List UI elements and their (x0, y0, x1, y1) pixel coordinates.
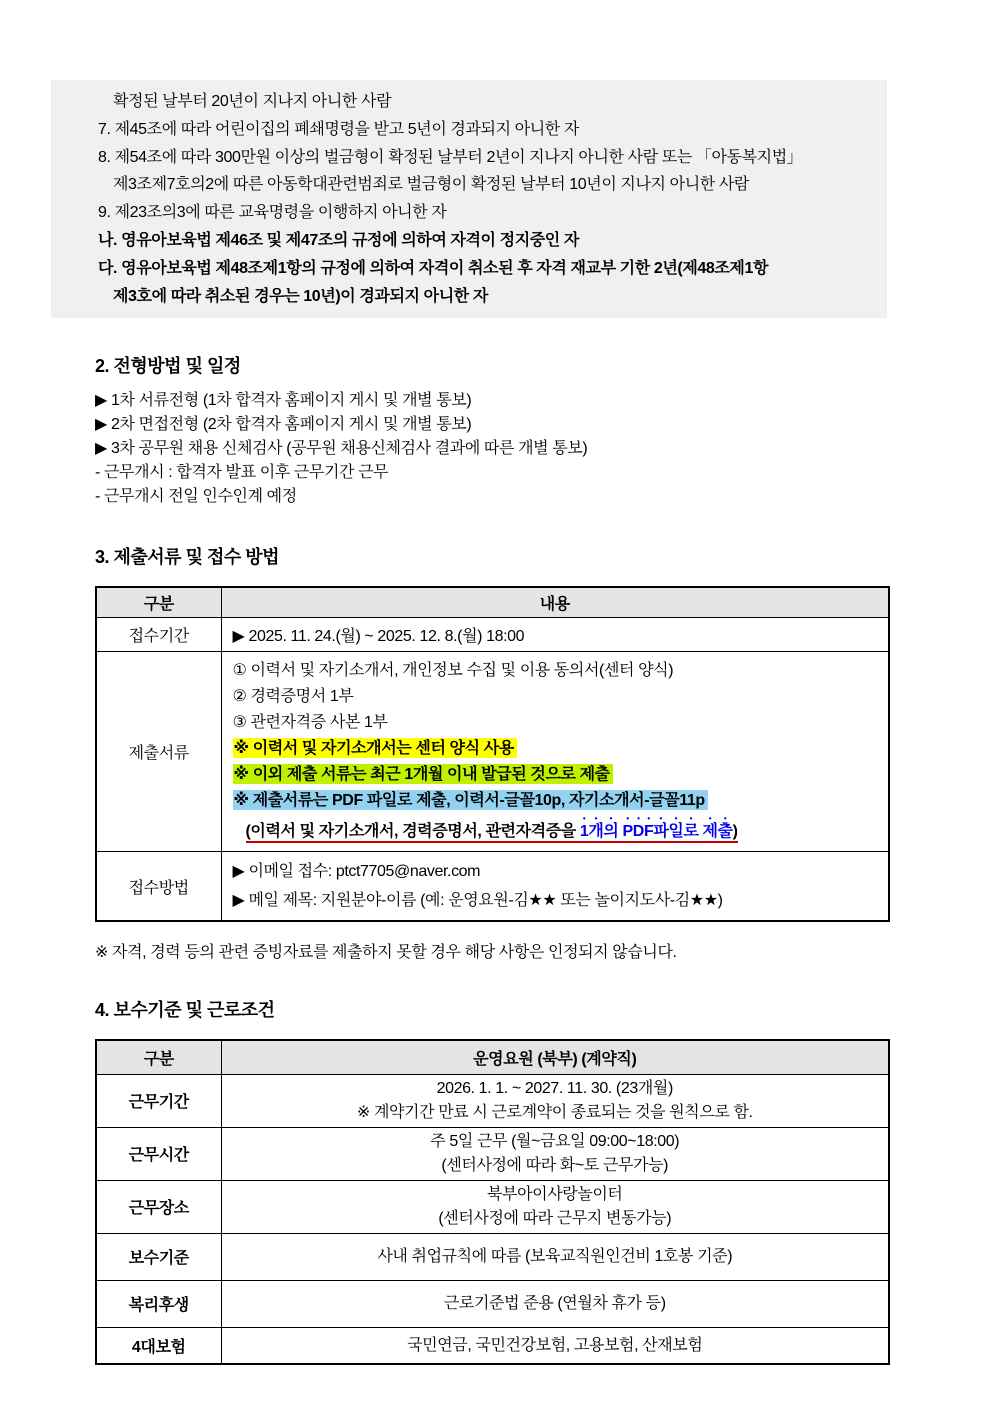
email-submission-line: ▶ 이메일 접수: ptct7705@naver.com (232, 863, 481, 881)
row-label: 근무기간 (96, 1074, 221, 1127)
col-header-category: 구분 (96, 1040, 221, 1074)
welfare-cell (221, 1280, 889, 1327)
blue-highlight-note: ※ 제출서류는 PDF 파일로 제출, 이력서-글꼴10p, 자기소개서-글꼴11p (233, 790, 708, 810)
handover-note: - 근무개시 전일 인수인계 예정 (95, 488, 297, 506)
selection-step-item: ▶ 1차 서류전형 (1차 합격자 홈페이지 게시 및 개별 통보) (95, 392, 472, 410)
submission-table (95, 586, 890, 922)
selection-step-item: ▶ 2차 면접전형 (2차 합격자 홈페이지 게시 및 개별 통보) (95, 416, 472, 434)
notice-line: 나. 영유아보육법 제46조 및 제47조의 규정에 의하여 자격이 정지중인 자 (98, 231, 579, 249)
disqualification-notice-block (51, 80, 887, 318)
selection-schedule-list (95, 389, 992, 509)
selection-step-item: ▶ 3차 공무원 채용 신체검사 (공무원 채용신체검사 결과에 따른 개별 통보) (95, 440, 588, 458)
notice-line: 확정된 날부터 20년이 지나지 아니한 사람 (113, 93, 392, 110)
cell-line: 2026. 1. 1. ~ 2027. 11. 30. (23개월) (436, 1079, 673, 1097)
insurance-cell (221, 1327, 889, 1364)
table-row-period (96, 617, 889, 651)
yellow-highlight-note: ※ 이력서 및 자기소개서는 센터 양식 사용 (233, 738, 517, 758)
table-row-work-place (96, 1180, 889, 1233)
application-period-value: ▶ 2025. 11. 24.(월) ~ 2025. 12. 8.(월) 18:00 (221, 617, 889, 651)
table-row-work-hours (96, 1127, 889, 1180)
document-item: ③ 관련자격증 사본 1부 (232, 713, 388, 731)
conditions-table (95, 1039, 890, 1365)
work-period-cell (221, 1074, 889, 1127)
work-place-cell (221, 1180, 889, 1233)
cell-line: 근로기준법 준용 (연월차 휴가 등) (443, 1294, 666, 1312)
table-header-row (96, 587, 889, 617)
notice-line: 제3호에 따라 취소된 경우는 10년)이 경과되지 아니한 자 (113, 287, 488, 305)
document-item: ② 경력증명서 1부 (232, 687, 354, 705)
notice-line: 다. 영유아보육법 제48조제1항의 규정에 의하여 자격이 취소된 후 자격 재교부 기한 2년(제48조제1항 (98, 259, 769, 277)
mail-subject-line: ▶ 메일 제목: 지원분야-이름 (예: 운영요원-김★★ 또는 놀이지도사-김★★) (232, 892, 723, 910)
col-header-category: 구분 (96, 587, 221, 617)
pdf-note-suffix: ) (732, 822, 738, 840)
row-label: 보수기준 (96, 1233, 221, 1280)
table-row-method (96, 851, 889, 921)
row-label: 근무장소 (96, 1180, 221, 1233)
cell-line: 국민연금, 국민건강보험, 고용보험, 산재보험 (407, 1336, 703, 1354)
red-underlined-text (246, 823, 738, 843)
notice-line: 제3조제7호의2에 따른 아동학대관련범죄로 벌금형이 확정된 날부터 10년이 지나지 아니한 사람 (113, 176, 749, 194)
note-line (233, 788, 878, 814)
cell-line: (센터사정에 따라 근무지 변동가능) (438, 1209, 672, 1227)
cell-line: (센터사정에 따라 화~토 근무가능) (441, 1156, 669, 1174)
cell-line: 사내 취업규칙에 따름 (보육교직원인건비 1호봉 기준) (377, 1247, 733, 1265)
section-4-title: 4. 보수기준 및 근로조건 (95, 1000, 275, 1021)
row-label: 접수방법 (96, 851, 221, 921)
notice-line: 9. 제23조의3에 따른 교육명령을 이행하지 아니한 자 (98, 204, 447, 222)
cell-line: 북부아이사랑놀이터 (486, 1185, 623, 1203)
note-line (233, 736, 878, 762)
pdf-note-emphasis: 1개의 PDF파일로 제출 (579, 822, 733, 840)
table-header-row (96, 1040, 889, 1074)
method-cell (221, 851, 889, 921)
documents-cell (221, 651, 889, 851)
section-2-title: 2. 전형방법 및 일정 (95, 356, 241, 377)
work-start-note: - 근무개시 : 합격자 발표 이후 근무기간 근무 (95, 464, 389, 482)
note-line (233, 762, 878, 788)
row-label: 복리후생 (96, 1280, 221, 1327)
pay-cell (221, 1233, 889, 1280)
table-row-work-period (96, 1074, 889, 1127)
row-label: 4대보험 (96, 1327, 221, 1364)
table-row-insurance (96, 1327, 889, 1364)
col-header-position: 운영요원 (북부) (계약직) (221, 1040, 889, 1074)
table-row-welfare (96, 1280, 889, 1327)
cell-line: ※ 계약기간 만료 시 근로계약이 종료되는 것을 원칙으로 함. (356, 1103, 753, 1121)
row-label: 제출서류 (96, 651, 221, 851)
row-label: 접수기간 (96, 617, 221, 651)
document-item: ① 이력서 및 자기소개서, 개인정보 수집 및 이용 동의서(센터 양식) (232, 661, 674, 679)
notice-line: 8. 제54조에 따라 300만원 이상의 벌금형이 확정된 날부터 2년이 지나지 아니한 사람 또는 「아동복지법」 (98, 148, 803, 166)
notice-line: 7. 제45조에 따라 어린이집의 폐쇄명령을 받고 5년이 경과되지 아니한 자 (98, 120, 579, 138)
row-label: 근무시간 (96, 1127, 221, 1180)
work-hours-cell (221, 1127, 889, 1180)
section-3-title: 3. 제출서류 및 접수 방법 (95, 547, 280, 568)
green-highlight-note: ※ 이외 제출 서류는 최근 1개월 이내 발급된 것으로 제출 (233, 764, 613, 784)
table-row-pay (96, 1233, 889, 1280)
col-header-content: 내용 (221, 587, 889, 617)
submission-footnote: ※ 자격, 경력 등의 관련 증빙자료를 제출하지 못할 경우 해당 사항은 인정되지 않습니다. (95, 944, 677, 962)
pdf-merge-note (233, 814, 878, 845)
table-row-documents (96, 651, 889, 851)
pdf-note-prefix: (이력서 및 자기소개서, 경력증명서, 관련자격증을 (245, 822, 580, 840)
cell-line: 주 5일 근무 (월~금요일 09:00~18:00) (430, 1132, 680, 1150)
